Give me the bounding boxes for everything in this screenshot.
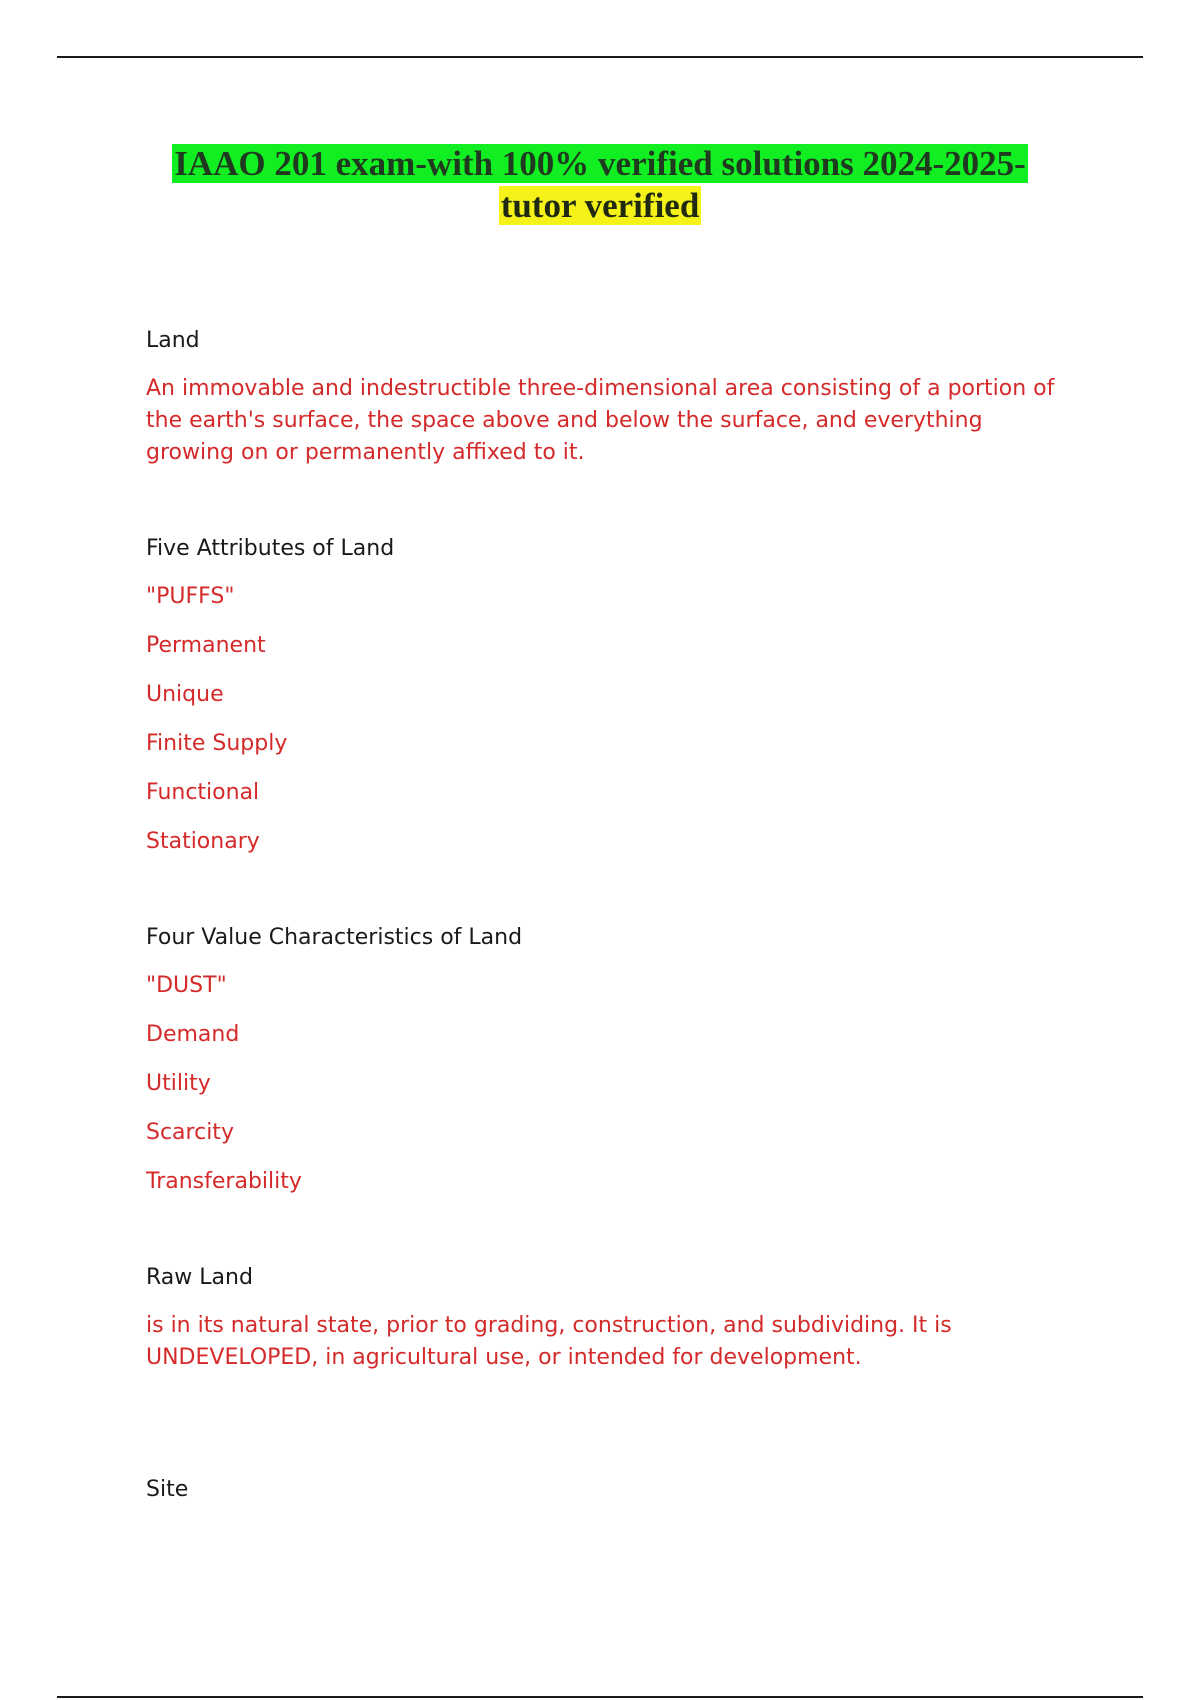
answer-text: Utility [146,1071,211,1096]
entry-four-value-characteristics [146,922,1076,1198]
answer-text: An immovable and indestructible three-dimensional area consisting of a portion of the earth's surface, the space above and below the surface, and everything growing on or permanently affixed to it. [146,376,1055,465]
answer-text: "PUFFS" [146,584,235,609]
answer-text: "DUST" [146,973,227,998]
answer-text: Finite Supply [146,731,288,756]
document-title [100,143,1100,227]
entry-site [146,1474,1076,1506]
entry-five-attributes [146,533,1076,858]
title-line-2: tutor verified [500,186,700,225]
answer-text: Demand [146,1022,240,1047]
answer-text: Permanent [146,633,266,658]
title-line-1: IAAO 201 exam-with 100% verified solutions 2024-2025- [174,144,1026,183]
answer-text: Stationary [146,829,260,854]
term: Four Value Characteristics of Land [146,925,523,950]
answer-text: Scarcity [146,1120,234,1145]
term: Site [146,1477,189,1502]
answer-text: Transferability [146,1169,302,1194]
bottom-rule [57,1696,1143,1698]
answer-text: Unique [146,682,224,707]
qa-content [146,325,1076,1570]
top-rule [57,56,1143,58]
answer-text: is in its natural state, prior to grading, construction, and subdividing. It is UNDEVELOPED, in agricultural use, or intended for development. [146,1313,952,1370]
entry-raw-land [146,1262,1076,1374]
term: Raw Land [146,1265,253,1290]
entry-land [146,325,1076,469]
term: Land [146,328,200,353]
answer-text: Functional [146,780,260,805]
term: Five Attributes of Land [146,536,395,561]
